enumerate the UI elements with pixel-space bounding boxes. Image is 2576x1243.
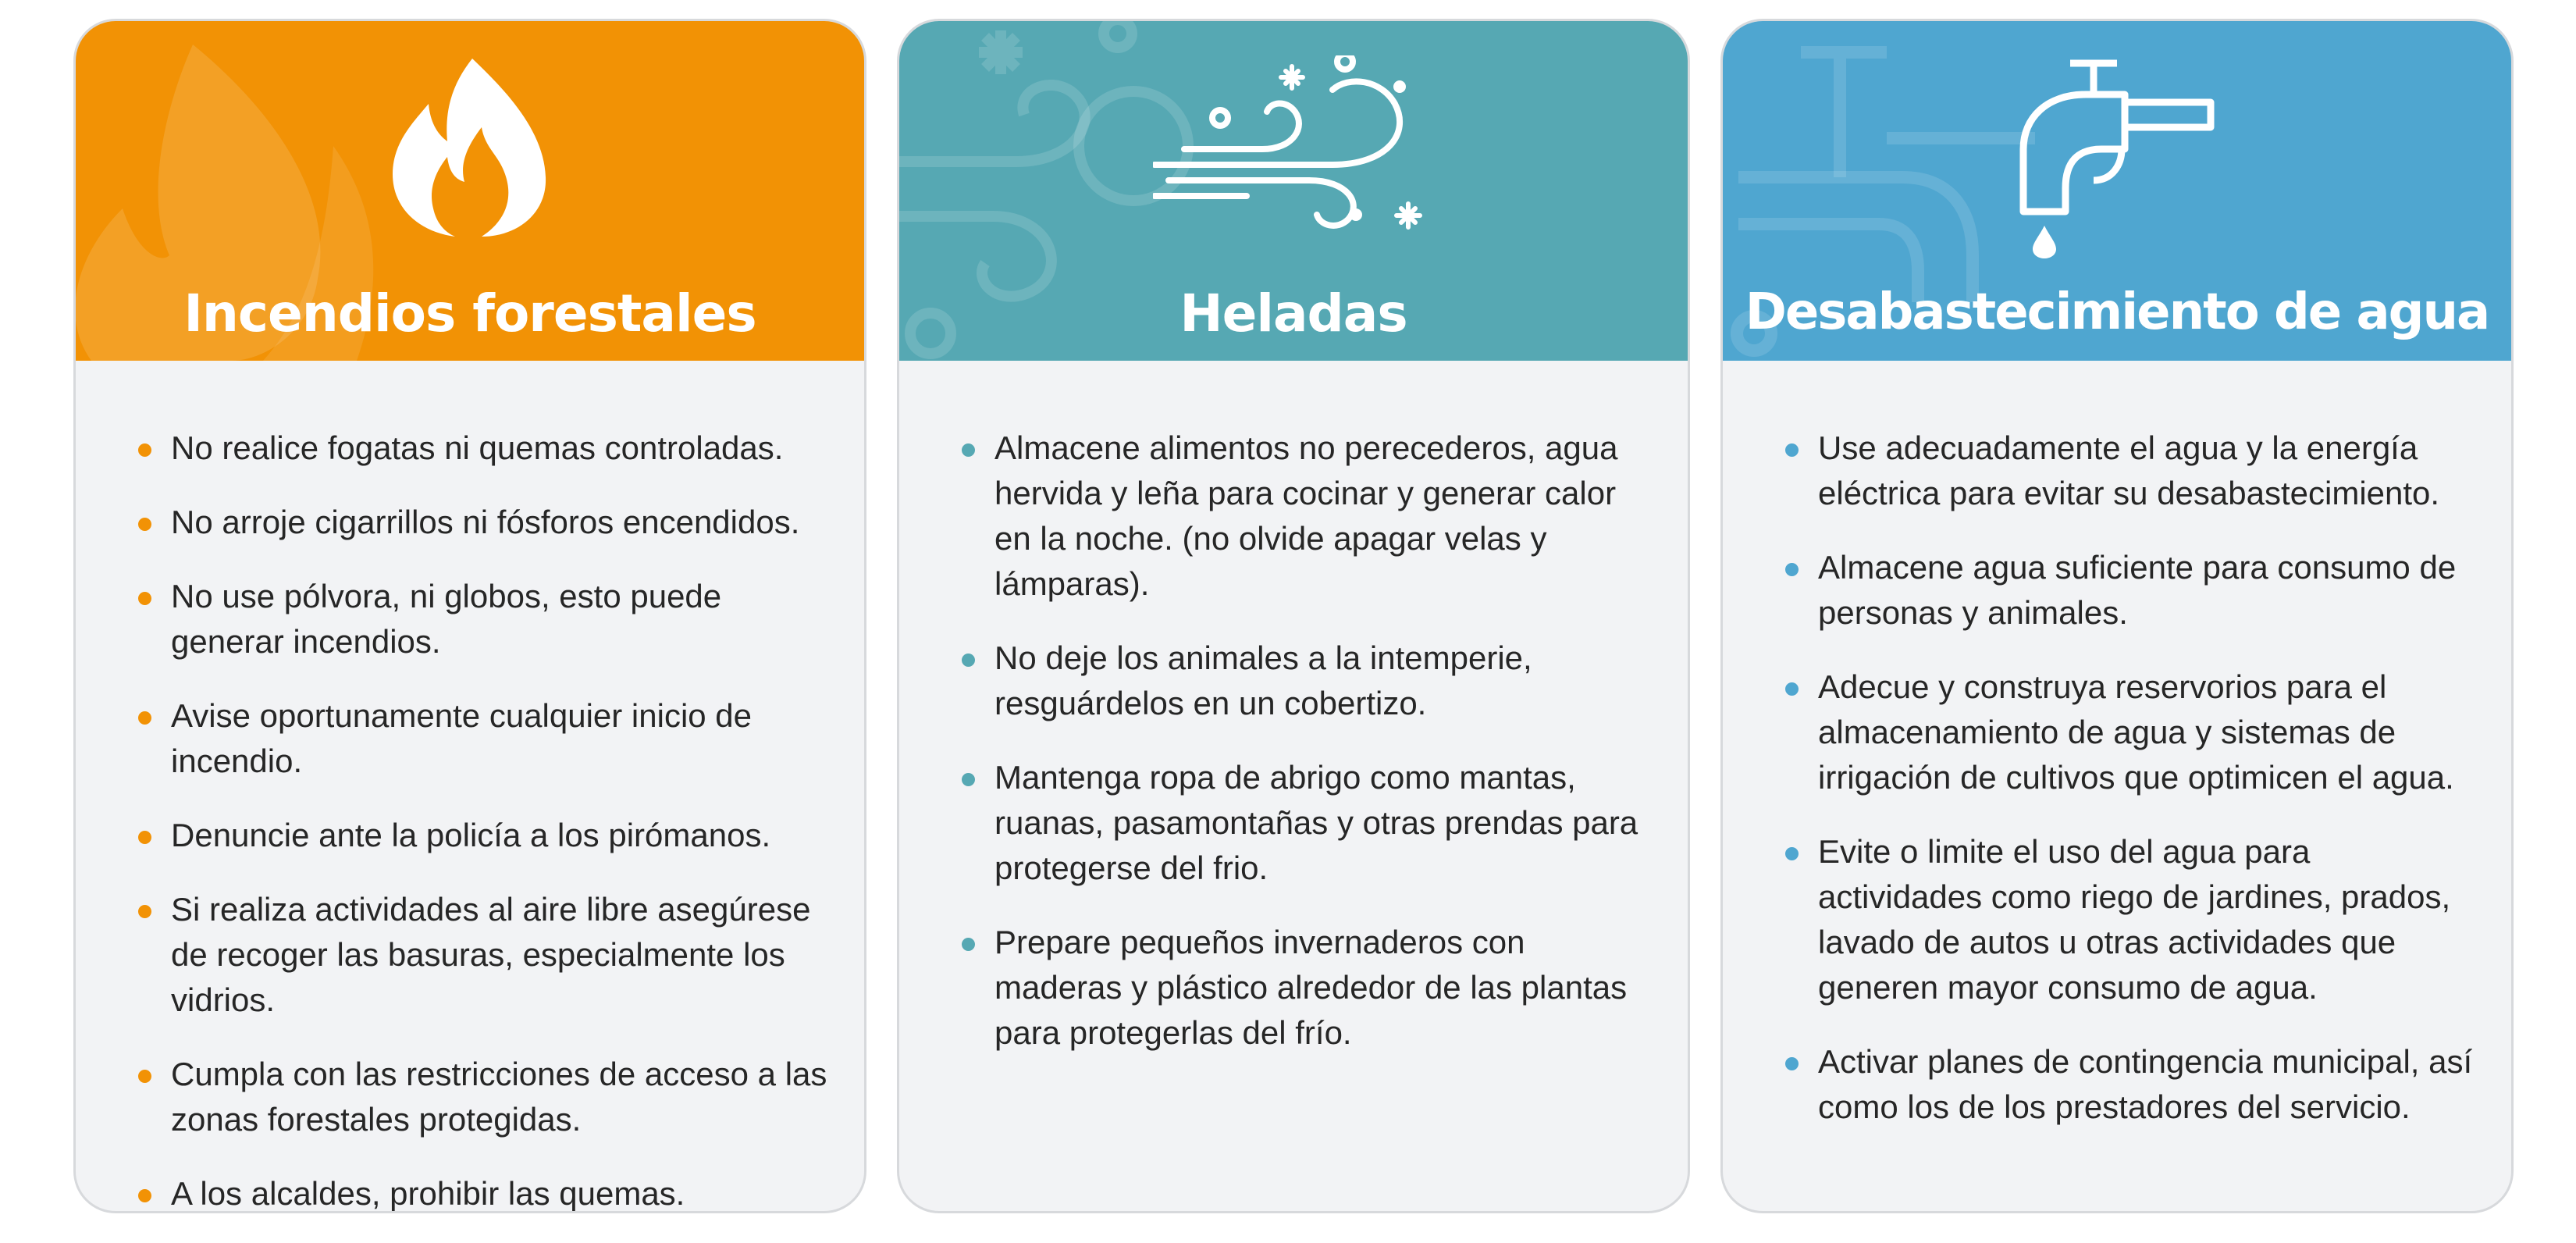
- list-item: [1723, 664, 2480, 800]
- list-item: [76, 1171, 833, 1213]
- tip-text: Prepare pequeños invernaderos con maderas y plástico alrededor de las plantas para protegerlas del frío.: [994, 924, 1628, 1051]
- tip-text: Mantenga ropa de abrigo como mantas, ruanas, pasamontañas y otras prendas para protegerse del frio.: [994, 759, 1638, 886]
- list-item: [1723, 1039, 2480, 1130]
- bullet-icon: [962, 773, 975, 786]
- bullet-icon: [138, 1189, 151, 1202]
- list-item: [76, 426, 833, 471]
- list-item: [899, 426, 1656, 607]
- tip-text: No realice fogatas ni quemas controladas.: [171, 429, 784, 466]
- bullet-icon: [138, 1070, 151, 1083]
- bullet-icon: [1785, 682, 1799, 696]
- list-item: [76, 813, 833, 858]
- list-item: [899, 920, 1656, 1056]
- bullet-icon: [1785, 1057, 1799, 1070]
- fire-icon: [388, 55, 552, 240]
- list-item: [1723, 426, 2480, 516]
- bullet-icon: [962, 938, 975, 951]
- tip-text: A los alcaldes, prohibir las quemas.: [171, 1175, 685, 1212]
- bullet-icon: [138, 905, 151, 918]
- bullet-icon: [138, 711, 151, 725]
- tip-text: Almacene alimentos no perecederos, agua hervida y leña para cocinar y generar calor en la noche. (no olvide apagar velas y lámparas).: [994, 429, 1618, 602]
- list-item: [76, 693, 833, 784]
- list-item: [76, 887, 833, 1023]
- tip-text: Evite o limite el uso del agua para actividades como riego de jardines, prados, lavado de autos u otras actividades que generen mayor consumo de agua.: [1818, 833, 2451, 1006]
- list-item: [899, 755, 1656, 891]
- tip-text: No use pólvora, ni globos, esto puede generar incendios.: [171, 578, 722, 660]
- card-heladas: [897, 19, 1690, 1213]
- tip-text: Denuncie ante la policía a los pirómanos.: [171, 817, 771, 853]
- list-item: [76, 500, 833, 545]
- card-desabastecimiento-agua: [1720, 19, 2514, 1213]
- tip-text: No deje los animales a la intemperie, resguárdelos en un cobertizo.: [994, 639, 1532, 721]
- list-item: [76, 574, 833, 664]
- tips-list: [1723, 361, 2511, 1130]
- bullet-icon: [1785, 847, 1799, 860]
- tip-text: Adecue y construya reservorios para el almacenamiento de agua y sistemas de irrigación de cultivos que optimicen el agua.: [1818, 668, 2454, 796]
- list-item: [1723, 545, 2480, 636]
- wind-snow-icon: [1153, 55, 1434, 243]
- bullet-icon: [962, 654, 975, 667]
- tip-text: Avise oportunamente cualquier inicio de incendio.: [171, 697, 753, 779]
- tip-text: Si realiza actividades al aire libre asegúrese de recoger las basuras, especialmente los vidrios.: [171, 891, 811, 1018]
- bullet-icon: [138, 831, 151, 844]
- tip-text: Activar planes de contingencia municipal, así como los de los prestadores del servicio.: [1818, 1043, 2473, 1125]
- card-incendios-forestales: [73, 19, 866, 1213]
- card-title: Incendios forestales: [183, 283, 756, 344]
- bullet-icon: [962, 443, 975, 457]
- card-title: Desabastecimiento de agua: [1745, 283, 2489, 341]
- list-item: [76, 1052, 833, 1142]
- water-tap-icon: [2016, 55, 2218, 258]
- bullet-icon: [138, 443, 151, 457]
- tips-list: [899, 361, 1688, 1056]
- tip-text: Almacene agua suficiente para consumo de personas y animales.: [1818, 549, 2457, 631]
- card-title: Heladas: [1179, 283, 1407, 344]
- card-header: [76, 21, 864, 361]
- card-header: [899, 21, 1688, 361]
- tip-text: No arroje cigarrillos ni fósforos encendidos.: [171, 504, 800, 540]
- tips-list: [76, 361, 864, 1213]
- bullet-icon: [1785, 563, 1799, 576]
- tip-text: Cumpla con las restricciones de acceso a las zonas forestales protegidas.: [171, 1056, 827, 1138]
- list-item: [1723, 829, 2480, 1010]
- tip-text: Use adecuadamente el agua y la energía eléctrica para evitar su desabastecimiento.: [1818, 429, 2440, 511]
- card-header: [1723, 21, 2511, 361]
- bullet-icon: [138, 518, 151, 531]
- bullet-icon: [1785, 443, 1799, 457]
- list-item: [899, 636, 1656, 726]
- bullet-icon: [138, 592, 151, 605]
